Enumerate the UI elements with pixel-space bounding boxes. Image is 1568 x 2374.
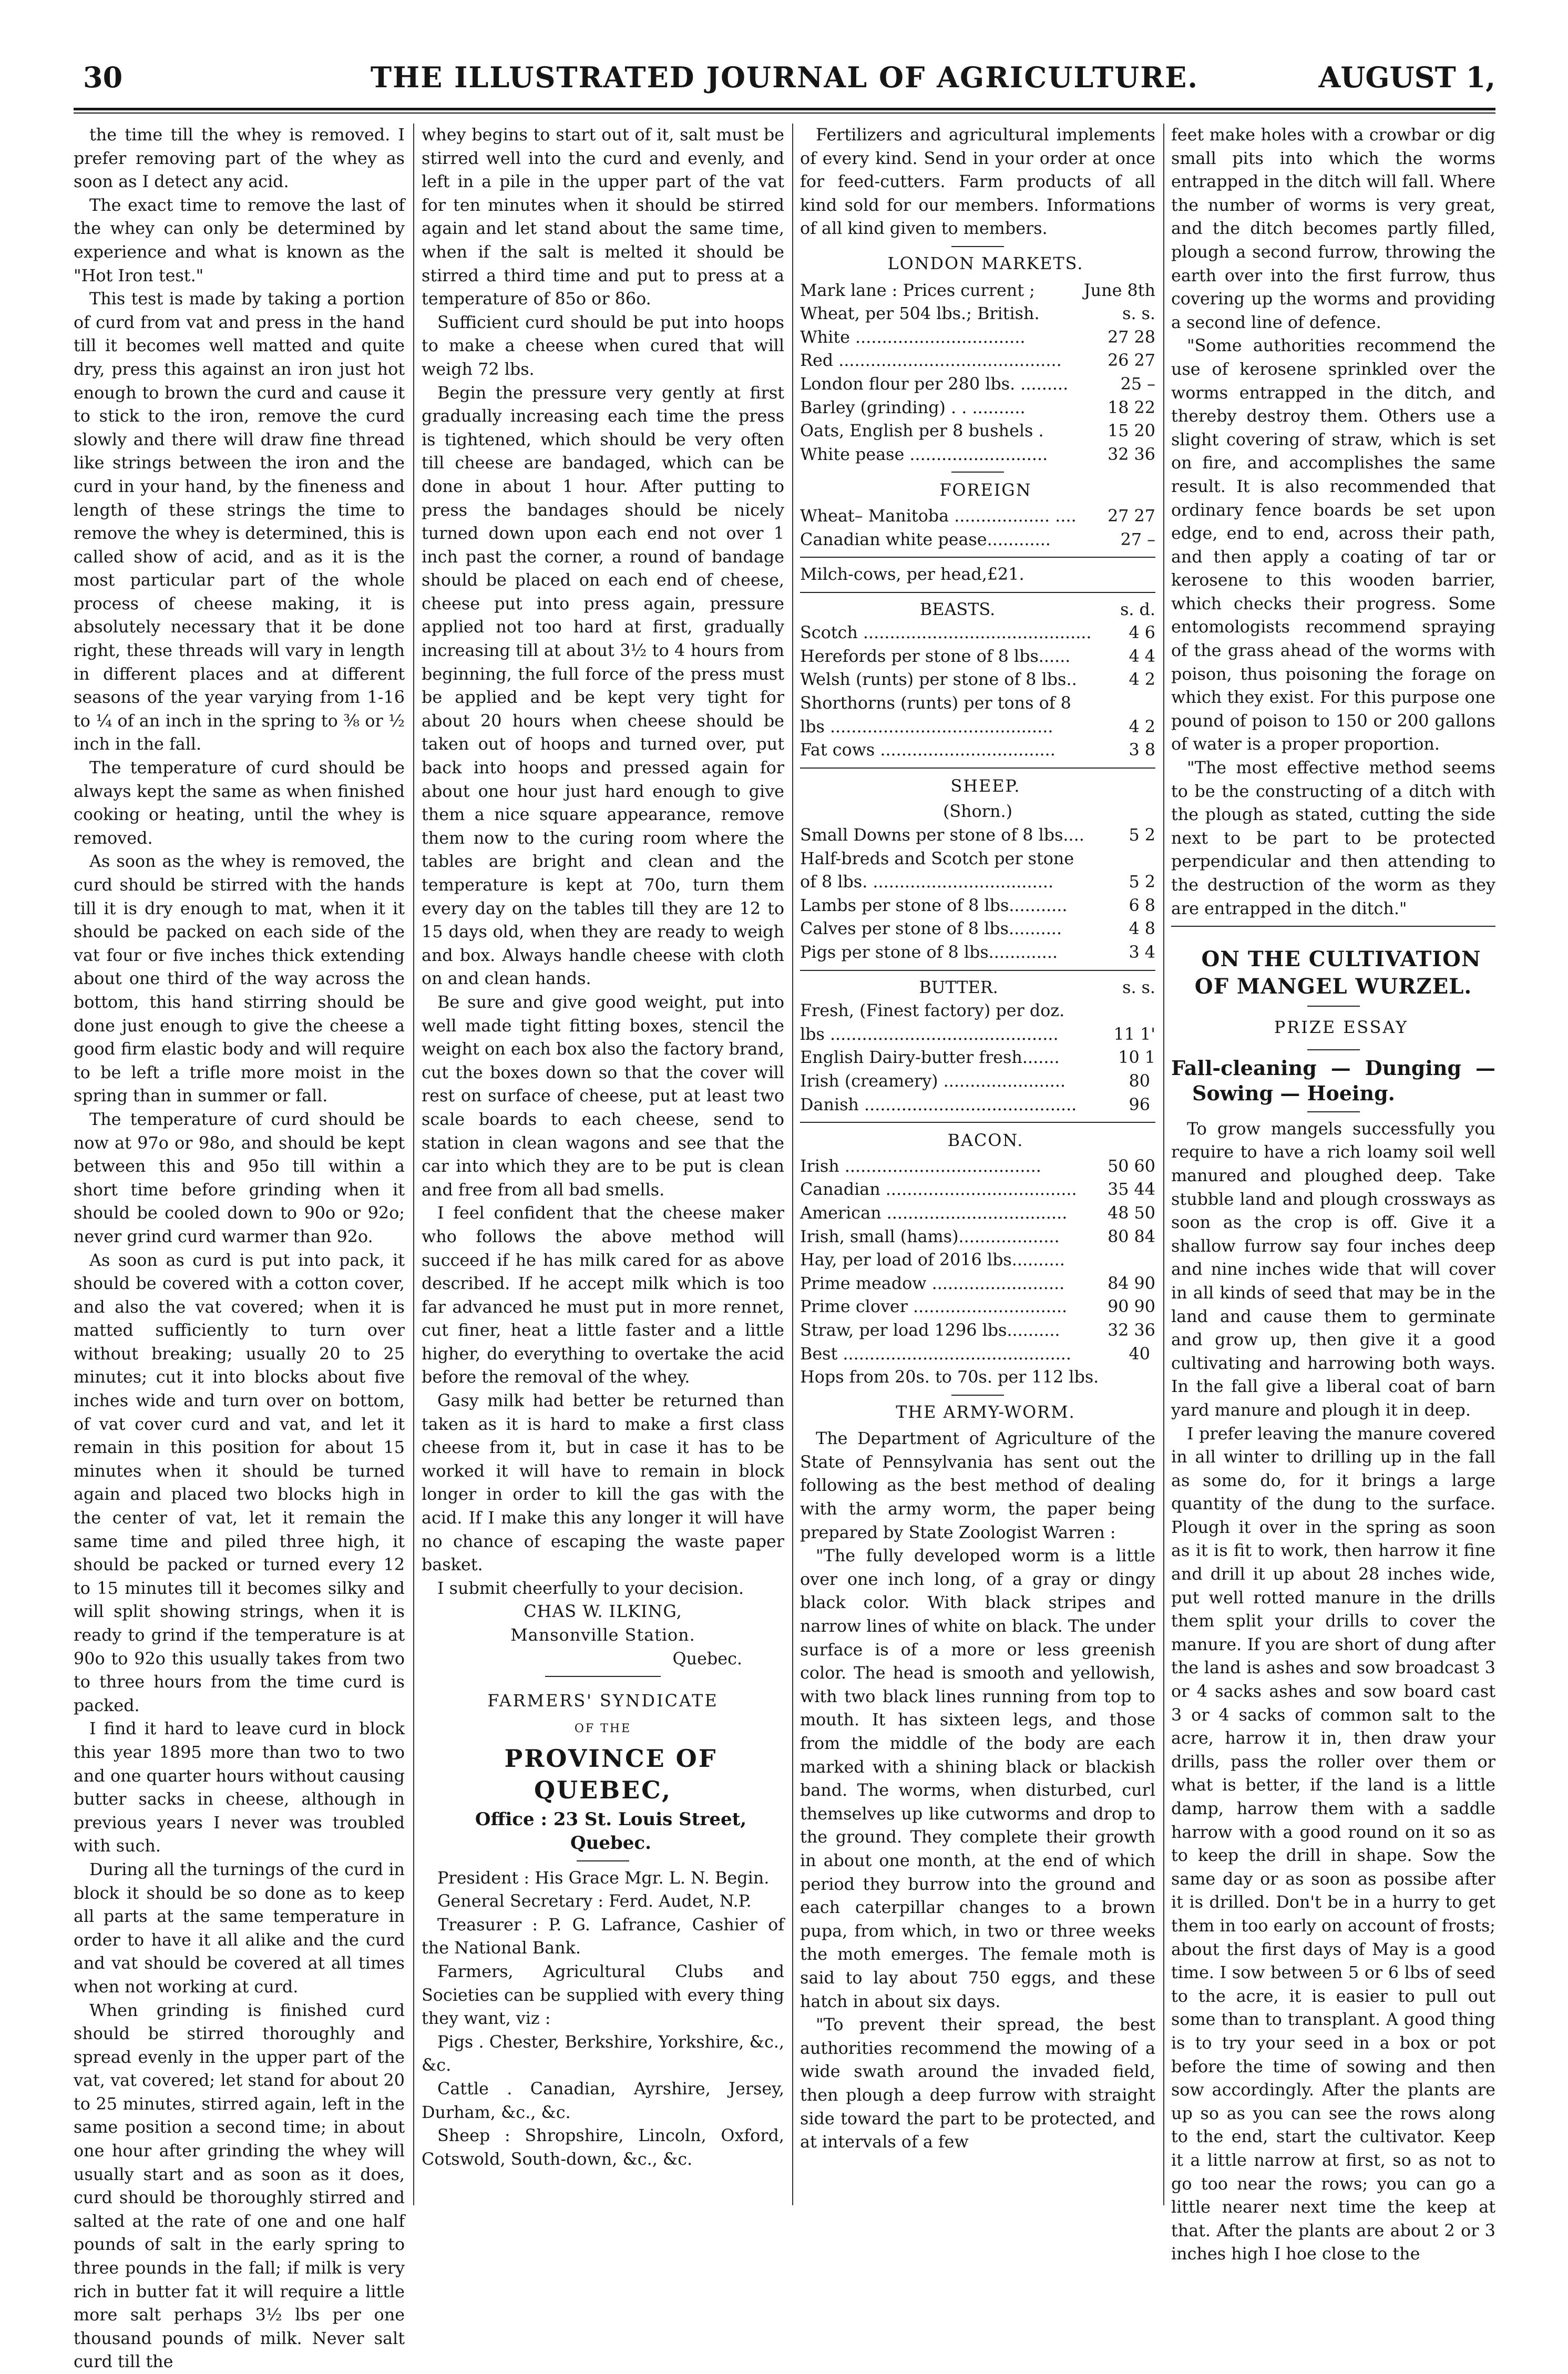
market-price: 44: [1129, 1178, 1155, 1202]
paragraph: "To prevent their spread, the best authorities recommend the mowing of a wide swath around the invaded field, then plough a deep furrow with straight side toward the part to be protected, and at intervals of a few: [800, 2013, 1155, 2154]
market-row: [800, 1093, 1155, 1117]
market-row: [800, 917, 1155, 941]
market-item-label: Shorthorns (runts) per tons of 8: [800, 692, 1145, 715]
market-row: [800, 894, 1155, 918]
section-rule: [1307, 1006, 1360, 1007]
market-item-label: Barley (grinding) . . ..........: [800, 396, 1102, 420]
market-row: [800, 1249, 1155, 1272]
market-item-label: Scotch ...........................................: [800, 621, 1124, 645]
market-price: 3: [1124, 739, 1140, 762]
page-number: 30: [83, 60, 122, 94]
market-item-label: Irish .....................................: [800, 1155, 1102, 1179]
market-row: [800, 1295, 1155, 1319]
section-rule: [800, 1122, 1155, 1123]
market-price: 80: [1102, 1225, 1129, 1249]
market-row: [800, 349, 1155, 373]
butter-table: [800, 999, 1155, 1117]
market-item-label: Canadian ....................................: [800, 1178, 1102, 1202]
market-price: 27: [1102, 505, 1129, 528]
paragraph: Gasy milk had better be returned than taken as it is hard to make a first class cheese from it, but in case it has to be worked it will have to remain in block longer in order to kill the gas with the acid. If I make this any longer it will have no chance of escaping the waste paper basket.: [422, 1389, 784, 1577]
paragraph: As soon as the whey is removed, the curd should be stirred with the hands till it is dry enough to mat, when it it should be packed on each side of the vat four or five inches thick extending about one third of the way across the bottom, this hand stirring should be done just enough to give the cheese a good firm elastic body and will require to be left a trifle more moist in the spring than in summer or fall.: [74, 850, 405, 1108]
market-price: 4: [1124, 621, 1140, 645]
market-price: [1150, 847, 1155, 871]
market-item-label: Pigs per stone of 8 lbs.............: [800, 941, 1124, 965]
syndicate-heading: FARMERS' SYNDICATE: [422, 1690, 784, 1713]
market-item-label: Small Downs per stone of 8 lbs....: [800, 824, 1124, 847]
market-row: BUTTER. s. s.: [800, 976, 1155, 1000]
signature-name: CHAS W. ILKING,: [422, 1600, 784, 1624]
paragraph: During all the turnings of the curd in block it should be so done as to keep all parts at the same temperature in order to have it all alike and the curd and vat should be covered at all times when not working at curd.: [74, 1858, 405, 1999]
market-row: [800, 739, 1155, 762]
essay-subtitle: Fall-cleaning — Dunging — Sowing — Hoeing.: [1171, 1056, 1495, 1106]
paragraph: Fertilizers and agricultural implements of every kind. Send in your order at once for feed-cutters. Farm products of all kind sold for our members. Informations of all kind given to members.: [800, 124, 1155, 241]
armyworm-heading: THE ARMY-WORM.: [800, 1401, 1155, 1425]
paragraph: feet make holes with a crowbar or dig small pits into which the worms entrapped in the ditch will fall. Where the number of worms is very great, and the ditch becomes partly filled, plough a second furrow, throwing the earth over into the first furrow, thus covering up the worms and providing a second line of defence.: [1171, 124, 1495, 334]
market-price: [1150, 1093, 1155, 1117]
market-note: Hops from 20s. to 70s. per 112 lbs.: [800, 1366, 1155, 1389]
market-price: 4: [1124, 715, 1140, 739]
market-price: 90: [1129, 1295, 1155, 1319]
market-item-label: Canadian white pease............: [800, 528, 1115, 552]
market-price: 6: [1140, 621, 1155, 645]
column-cheese-article: [74, 124, 405, 2205]
market-row: [800, 1225, 1155, 1249]
market-price: 48: [1102, 1202, 1129, 1225]
paragraph: Treasurer : P. G. Lafrance, Cashier of the National Bank.: [422, 1913, 784, 1960]
market-price: [1150, 1343, 1155, 1366]
market-row: [800, 871, 1155, 894]
market-price: 27: [1102, 326, 1129, 350]
market-item-label: Prime meadow .........................: [800, 1272, 1102, 1296]
market-price: 36: [1129, 1319, 1155, 1343]
market-price: 4: [1124, 917, 1140, 941]
market-row: [800, 715, 1155, 739]
paragraph: I find it hard to leave curd in block this year 1895 more than two to two and one quarter hours without causing butter sacks in cheese, although in previous years I never was troubled with such.: [74, 1717, 405, 1858]
paragraph: "The fully developed worm is a little over one inch long, of a gray or dingy black color. With black stripes and narrow lines of white on black. The under surface is of a more or less greenish color. The head is smooth and yellowish, with two black lines running from top to mouth. It has sixteen legs, and those from the middle of the body are each marked with a shining black or blackish band. The worms, when disturbed, curl themselves up like cutworms and drop to the ground. They complete their growth in about one month, at the end of which period they burrow into the ground and each caterpillar changes to a brown pupa, from which, in two or three weeks the moth emerges. The female moth is said to lay about 750 eggs, and these hatch in about six days.: [800, 1544, 1155, 2013]
market-item-label: Half-breds and Scotch per stone: [800, 847, 1145, 871]
market-row: BEASTS. s. d.: [800, 598, 1155, 622]
syndicate-province: PROVINCE OF QUEBEC,: [422, 1743, 784, 1806]
issue-date: AUGUST 1,: [1318, 60, 1495, 94]
market-price: 90: [1129, 1272, 1155, 1296]
paragraph: As soon as curd is put into pack, it should be covered with a cotton cover, and also the vat covered; when it is matted sufficiently to turn over without breaking; usually 20 to 25 minutes; cut it into blocks about five inches wide and turn over on bottom, of vat cover curd and vat, and let it remain in this position for about 15 minutes when it should be turned again and placed two blocks high in the center of vat, let it remain the same time and piled three high, it should be packed or turned every 12 to 15 minutes till it becomes silky and will split showing strings, when it is ready to grind if the temperature is at 90o to 92o this usually takes from two to three hours from the time curd is packed.: [74, 1249, 405, 1718]
market-price: 4: [1124, 668, 1140, 692]
market-row: [800, 1023, 1155, 1047]
market-item-label: Welsh (runts) per stone of 8 lbs..: [800, 668, 1124, 692]
market-price: 60: [1129, 1155, 1155, 1179]
market-price: 35: [1102, 1178, 1129, 1202]
section-rule: [1307, 1111, 1360, 1112]
market-price: 27: [1129, 505, 1155, 528]
market-row: [800, 1070, 1155, 1093]
market-price: 84: [1129, 1225, 1155, 1249]
market-row: [800, 1046, 1155, 1070]
market-row: Mark lane : Prices current ; June 8th: [800, 279, 1155, 303]
market-price: 2: [1140, 871, 1155, 894]
paragraph: Pigs . Chester, Berkshire, Yorkshire, &c., &c.: [422, 2031, 784, 2078]
sheep-heading: SHEEP.: [800, 775, 1155, 799]
market-row: [800, 528, 1155, 552]
market-price: 4: [1140, 941, 1155, 965]
market-price: 8: [1140, 739, 1155, 762]
market-item-label: Fresh, (Finest factory) per doz.: [800, 999, 1145, 1023]
paragraph: The Department of Agriculture of the State of Pennsylvania has sent out the following as the best method of dealing with the army worm, the paper being prepared by State Zoologist Warren :: [800, 1427, 1155, 1544]
beasts-table: [800, 621, 1155, 762]
paragraph: I submit cheerfully to your decision.: [422, 1577, 784, 1601]
market-row: [800, 1343, 1155, 1366]
section-rule: [951, 1395, 1004, 1396]
market-item-label: Fat cows .................................: [800, 739, 1124, 762]
market-price: 18: [1102, 396, 1129, 420]
paragraph: I prefer leaving the manure covered in all winter to drilling up in the fall as some do, for it brings a large quantity of the dung to the surface. Plough it over in the spring as soon as it is fit to work, then harrow it fine and drill it up about 28 inches wide, put well rotted manure in the drills them split your drills to cover the manure. If you are short of dung after the land is ashes and sow broadcast 3 or 4 sacks ashes and sow board cast 3 or 4 sacks of common salt to the acre, harrow it in, then draw your drills, pass the roller over them or what is better, if the land is a little damp, harrow them with a saddle harrow with a good round on it so as to keep the drill in shape. Sow the same day or as soon as possibe after it is drilled. Don't be in a hurry to get them in too early on account of frosts; about the first days of May is a good time. I sow between 5 or 6 lbs of seed to the acre, it is easier to pull out some than to transplant. A good thing is to try your seed in a box or pot before the time of sowing and then sow accordingly. After the plants are up so as you can see the rows along to the end, start the cultivator. Keep it a little narrow at first, so as not to go too near the rows; you can go a little nearer next time the keep at that. After the plants are about 2 or 3 inches high I hoe close to the: [1171, 1423, 1495, 2266]
market-price: 96: [1124, 1093, 1150, 1117]
market-item-label: Lambs per stone of 8 lbs...........: [800, 894, 1124, 918]
market-row: [800, 1319, 1155, 1343]
grain-table: [800, 326, 1155, 467]
paragraph: Begin the pressure very gently at first gradually increasing each time the press is tightened, which should be very often till cheese are bandaged, which can be done in about 1 hour. After putting to press the bandages should be nicely turned down upon each end not over 1 inch past the corner, a round of bandage should be placed on each end of cheese, cheese put into press again, pressure applied not too hard at first, gradually increasing till at about 3½ to 4 hours from beginning, the full force of the press must be applied and be kept very tight for about 20 hours when cheese should be taken out of hoops and turned over, put back into hoops and pressed again for about one hour just hard enough to give them a nice square appearance, remove them now to the curing room where the tables are bright and clean and the temperature is kept at 70o, turn them every day on the tables till they are 12 to 15 days old, when they are ready to weigh and box. Always handle cheese with cloth on and clean hands.: [422, 382, 784, 991]
column-divider: [792, 124, 793, 2205]
market-item-label: Prime clover .............................: [800, 1295, 1102, 1319]
market-price: 3: [1124, 941, 1140, 965]
market-price: 25: [1115, 373, 1142, 396]
column-markets: [800, 124, 1155, 2205]
column-divider: [1163, 124, 1164, 2205]
market-price: 2: [1140, 824, 1155, 847]
market-row: [800, 645, 1155, 669]
market-price: 36: [1129, 443, 1155, 467]
market-item-label: Irish (creamery) .......................: [800, 1070, 1124, 1093]
market-row: [800, 419, 1155, 443]
market-price: 4: [1124, 645, 1140, 669]
column-mangel-essay: [1171, 124, 1495, 2205]
section-rule: [800, 557, 1155, 558]
markets-heading: LONDON MARKETS.: [800, 252, 1155, 276]
section-rule: [800, 970, 1155, 971]
prize-essay-label: PRIZE ESSAY: [1171, 1016, 1495, 1040]
market-item-label: White pease ..........................: [800, 443, 1102, 467]
paragraph: To grow mangels successfully you require to have a rich loamy soil well manured and ploughed deep. Take stubble land and plough crossways as soon as the crop is off. Give it a shallow furrow say four inches deep and nine inches wide that will cover in all kinds of seed that may be in the land and cause them to germinate and grow up, then give it a good cultivating and harrowing both ways. In the fall give a liberal coat of barn yard manure and plough it in deep.: [1171, 1118, 1495, 1423]
section-rule: [577, 1860, 629, 1861]
section-rule: [1171, 926, 1495, 927]
section-rule: [545, 1676, 661, 1677]
market-price: 40: [1124, 1343, 1150, 1366]
market-price: 32: [1102, 1319, 1129, 1343]
section-rule: [800, 768, 1155, 769]
market-item-label: Irish, small (hams)...................: [800, 1225, 1102, 1249]
header-rule: [74, 108, 1495, 110]
market-price: [1150, 999, 1155, 1023]
market-price: 1': [1135, 1023, 1155, 1047]
paragraph: This test is made by taking a portion of curd from vat and press in the hand till it becomes well matted and quite dry, press this against an iron just hot enough to brown the curd and cause it to stick to the iron, remove the curd slowly and there will draw fine thread like strings between the iron and the curd in your hand, by the fineness and length of these strings the time to remove the whey is determined, this is called show of acid, and as it is the most particular part of the whole process of cheese making, it is absolutely necessary that it be done right, these threads will vary in length in different places and at different seasons of the year varying from 1-16 to ¼ of an inch in the spring to ⅜ or ½ inch in the fall.: [74, 288, 405, 756]
market-price: [1145, 847, 1150, 871]
page-header: [74, 60, 1495, 108]
bacon-table: [800, 1155, 1155, 1366]
paragraph: President : His Grace Mgr. L. N. Begin.: [422, 1867, 784, 1890]
market-price: 1: [1140, 1046, 1155, 1070]
journal-title: THE ILLUSTRATED JOURNAL OF AGRICULTURE.: [74, 60, 1495, 94]
foreign-table: [800, 505, 1155, 551]
section-rule: [800, 592, 1155, 593]
header-rule-thin: [74, 112, 1495, 114]
market-price: 11: [1109, 1023, 1135, 1047]
market-price: 22: [1129, 396, 1155, 420]
market-item-label: London flour per 280 lbs. .........: [800, 373, 1115, 396]
paragraph: whey begins to start out of it, salt must be stirred well into the curd and evenly, and left in a pile in the upper part of the vat for ten minutes when it should be stirred again and let stand about the same time, when if the salt is melted it should be stirred a third time and put to press at a temperature of 85o or 86o.: [422, 124, 784, 311]
market-item-label: lbs ..........................................: [800, 715, 1124, 739]
market-row: [800, 668, 1155, 692]
market-price: 28: [1129, 326, 1155, 350]
market-row: [800, 1155, 1155, 1179]
market-row: [800, 443, 1155, 467]
market-item-label: of 8 lbs. ..................................: [800, 871, 1124, 894]
market-item-label: Danish ........................................: [800, 1093, 1124, 1117]
market-row: [800, 505, 1155, 528]
market-item-label: Red ..........................................: [800, 349, 1102, 373]
paragraph: "The most effective method seems to be the constructing of a ditch with the plough as stated, cutting the side next to be part to be protected perpendicular and then attending to the destruction of the worm as they are entrapped in the ditch.": [1171, 756, 1495, 920]
market-item-label: English Dairy-butter fresh.......: [800, 1046, 1113, 1070]
syndicate-of-the: OF THE: [422, 1717, 784, 1741]
market-row: [800, 1202, 1155, 1225]
paragraph: Sufficient curd should be put into hoops to make a cheese when cured that will weigh 72 lbs.: [422, 311, 784, 382]
market-item-label: Straw, per load 1296 lbs..........: [800, 1319, 1102, 1343]
paragraph: The temperature of curd should be always kept the same as when finished cooking or heating, until the whey is removed.: [74, 756, 405, 850]
market-item-label: lbs ...........................................: [800, 1023, 1109, 1047]
market-item-label: Calves per stone of 8 lbs..........: [800, 917, 1124, 941]
market-item-label: Best ...........................................: [800, 1343, 1124, 1366]
market-price: [1150, 692, 1155, 715]
market-price: [1145, 999, 1150, 1023]
market-price: 6: [1124, 894, 1140, 918]
market-price: [1150, 1249, 1155, 1272]
market-price: 50: [1102, 1155, 1129, 1179]
market-item-label: Oats, English per 8 bushels .: [800, 419, 1102, 443]
market-price: [1145, 1249, 1150, 1272]
sheep-table: [800, 824, 1155, 965]
market-price: 20: [1129, 419, 1155, 443]
market-row: [800, 621, 1155, 645]
foreign-heading: FOREIGN: [800, 479, 1155, 503]
market-row: [800, 941, 1155, 965]
signature-place: Mansonville Station.: [422, 1624, 784, 1648]
paragraph: the time till the whey is removed. I prefer removing part of the whey as soon as I detect any acid.: [74, 124, 405, 194]
market-price: 27: [1129, 349, 1155, 373]
market-row: [800, 999, 1155, 1023]
section-rule: [1307, 1049, 1360, 1050]
paragraph: Farmers, Agricultural Clubs and Societies can be supplied with every thing they want, viz :: [422, 1960, 784, 2031]
market-row: [800, 1178, 1155, 1202]
essay-title: ON THE CULTIVATION OF MANGEL WURZEL.: [1171, 946, 1495, 1000]
paragraph: Cattle . Canadian, Ayrshire, Jersey, Durham, &c., &c.: [422, 2078, 784, 2124]
market-price: 8: [1140, 894, 1155, 918]
syndicate-city: Quebec.: [422, 1831, 784, 1855]
market-price: 26: [1102, 349, 1129, 373]
sheep-subheading: (Shorn.): [800, 800, 1155, 824]
column-syndicate: [422, 124, 784, 2205]
market-row: [800, 847, 1155, 871]
market-item-label: Wheat– Manitoba .................. ....: [800, 505, 1102, 528]
market-row: [800, 824, 1155, 847]
market-price: 5: [1124, 871, 1140, 894]
column-divider: [413, 124, 414, 2205]
market-price: [1150, 1070, 1155, 1093]
market-item-label: American ..................................: [800, 1202, 1102, 1225]
section-rule: [951, 246, 1004, 247]
market-price: 32: [1102, 443, 1129, 467]
paragraph: "Some authorities recommend the use of kerosene sprinkled over the worms entrapped in the ditch, and thereby destroy them. Others use a slight covering of straw, which is set on fire, and accomplishes the same result. It is also recommended that ordinary fence boards be set upon edge, end to end, across their path, and then apply a coating of tar or kerosene to this wooden barrier, which checks their progress. Some entomologists recommend spraying of the grass ahead of the worms with poison, thus poisoning the forage on which they exist. For this purpose one pound of poison to 150 or 200 gallons of water is a proper proportion.: [1171, 334, 1495, 756]
market-price: 84: [1102, 1272, 1129, 1296]
syndicate-office: Office : 23 St. Louis Street,: [422, 1808, 784, 1831]
market-price: 90: [1102, 1295, 1129, 1319]
market-item-label: White ................................: [800, 326, 1102, 350]
paragraph: Be sure and give good weight, put into well made tight fitting boxes, stencil the weight on each box also the factory brand, cut the boxes down so that the cover will rest on surface of cheese, put at least two scale boards to each cheese, send to station in clean wagons and see that the car into which they are to be put is clean and free from all bad smells.: [422, 991, 784, 1202]
signature-province: Quebec.: [422, 1648, 784, 1671]
market-price: [1145, 692, 1150, 715]
market-price: –: [1142, 373, 1155, 396]
market-price: 80: [1124, 1070, 1150, 1093]
paragraph: The exact time to remove the last of the whey can only be determined by experience and what is known as the "Hot Iron test.": [74, 194, 405, 288]
market-price: 4: [1140, 645, 1155, 669]
paragraph: Sheep : Shropshire, Lincoln, Oxford, Cotswold, South-down, &c., &c.: [422, 2124, 784, 2171]
paragraph: When grinding is finished curd should be stirred thoroughly and spread evenly in the upper part of the vat, vat covered; let stand for about 20 to 25 minutes, stirred again, left in the same position a second time; in about one hour after grinding the whey will usually start and as soon as it does, curd should be thoroughly stirred and salted at the rate of one and one half pounds of salt in the early spring to three pounds in the fall; if milk is very rich in butter fat it will require a little more salt perhaps 3½ lbs per one thousand pounds of milk. Never salt curd till the: [74, 1999, 405, 2374]
market-price: 10: [1113, 1046, 1139, 1070]
market-row: [800, 692, 1155, 715]
market-item-label: Hay, per load of 2016 lbs..........: [800, 1249, 1145, 1272]
market-row: [800, 1272, 1155, 1296]
paragraph: The temperature of curd should be now at 97o or 98o, and should be kept between this and 95o till within a short time before grinding when it should be cooled down to 90o or 92o; never grind curd warmer than 92o.: [74, 1108, 405, 1249]
market-note: Milch-cows, per head,£21.: [800, 563, 1155, 587]
market-price: 8: [1140, 917, 1155, 941]
market-price: 15: [1102, 419, 1129, 443]
market-row: [800, 396, 1155, 420]
market-price: 5: [1124, 824, 1140, 847]
section-rule: [951, 472, 1004, 473]
bacon-heading: BACON.: [800, 1129, 1155, 1153]
market-row: [800, 373, 1155, 396]
market-price: 50: [1129, 1202, 1155, 1225]
paragraph: I feel confident that the cheese maker who follows the above method will succeed if he has milk cared for as above described. If he accept milk which is too far advanced he must put in more rennet, cut finer, heat a little faster and a little higher, do everything to overtake the acid before the removal of the whey.: [422, 1202, 784, 1389]
market-price: 27: [1115, 528, 1142, 552]
paragraph: General Secretary : Ferd. Audet, N.P.: [422, 1890, 784, 1913]
market-price: 2: [1140, 668, 1155, 692]
market-price: 2: [1140, 715, 1155, 739]
market-row: [800, 326, 1155, 350]
market-price: –: [1142, 528, 1155, 552]
market-row: Wheat, per 504 lbs.; British. s. s.: [800, 302, 1155, 326]
market-item-label: Herefords per stone of 8 lbs......: [800, 645, 1124, 669]
